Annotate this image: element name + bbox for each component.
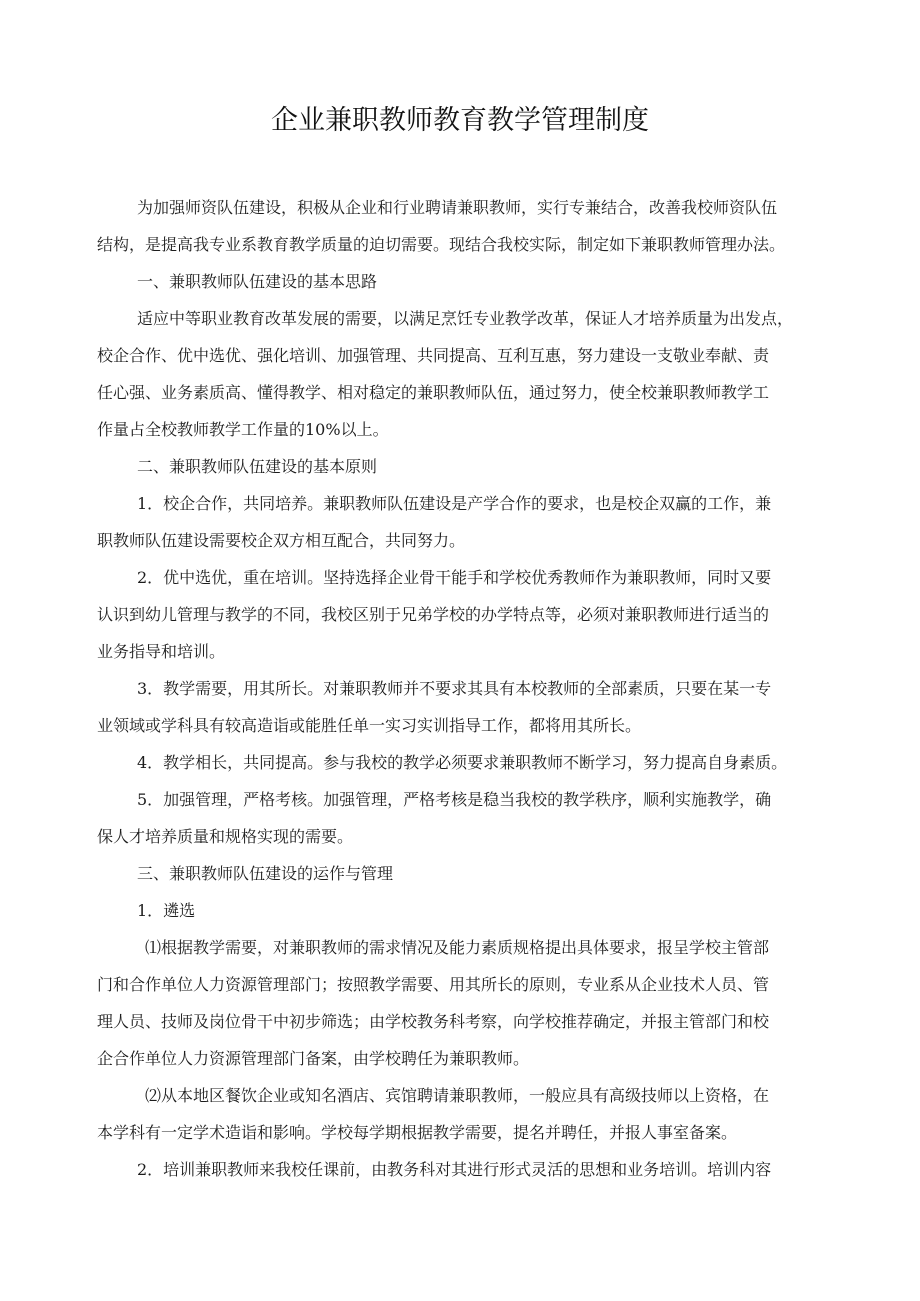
paragraph-line: 认识到幼儿管理与教学的不同，我校区别于兄弟学校的办学特点等，必须对兼职教师进行适当的 <box>97 605 770 624</box>
section-heading: 一、兼职教师队伍建设的基本思路 <box>137 272 378 291</box>
section-heading: 三、兼职教师队伍建设的运作与管理 <box>137 864 394 883</box>
paragraph-line: 作量占全校教师教学工作量的10%以上。 <box>97 420 389 439</box>
paragraph-line: 业领域或学科具有较高造诣或能胜任单一实习实训指导工作，都将用其所长。 <box>97 716 642 735</box>
paragraph-line: 保人才培养质量和规格实现的需要。 <box>97 827 354 846</box>
section-heading: 二、兼职教师队伍建设的基本原则 <box>137 457 378 476</box>
paragraph-line: 5．加强管理，严格考核。加强管理，严格考核是稳当我校的教学秩序，顺利实施教学，确 <box>137 790 772 809</box>
paragraph-line: 理人员、技师及岗位骨干中初步筛选；由学校教务科考察，向学校推荐确定，并报主管部门和校 <box>97 1012 770 1031</box>
paragraph-line: 企合作单位人力资源管理部门备案，由学校聘任为兼职教师。 <box>97 1049 530 1068</box>
subsection-heading: 1．遴选 <box>137 901 196 920</box>
paragraph-line: 2．优中选优，重在培训。坚持选择企业骨干能手和学校优秀教师作为兼职教师，同时又要 <box>137 568 772 587</box>
paragraph-line: ⑵从本地区餐饮企业或知名酒店、宾馆聘请兼职教师，一般应具有高级技师以上资格，在 <box>145 1086 770 1105</box>
paragraph-line: 1．校企合作，共同培养。兼职教师队伍建设是产学合作的要求，也是校企双赢的工作，兼 <box>137 494 772 513</box>
paragraph-line: 职教师队伍建设需要校企双方相互配合，共同努力。 <box>97 531 466 550</box>
paragraph-line: 4．教学相长，共同提高。参与我校的教学必须要求兼职教师不断学习，努力提高自身素质。 <box>137 753 788 772</box>
paragraph-line: 适应中等职业教育改革发展的需要，以满足烹饪专业教学改革，保证人才培养质量为出发点， <box>137 309 794 328</box>
paragraph-line: 业务指导和培训。 <box>97 642 226 661</box>
document-title: 企业兼职教师教育教学管理制度 <box>271 105 649 136</box>
paragraph-line: 任心强、业务素质高、懂得教学、相对稳定的兼职教师队伍，通过努力，使全校兼职教师教学工 <box>97 383 770 402</box>
paragraph-line: 结构，是提高我专业系教育教学质量的迫切需要。现结合我校实际，制定如下兼职教师管理办法。 <box>97 235 786 254</box>
paragraph-line: ⑴根据教学需要，对兼职教师的需求情况及能力素质规格提出具体要求，报呈学校主管部 <box>145 938 770 957</box>
paragraph-line: 3．教学需要，用其所长。对兼职教师并不要求其具有本校教师的全部素质，只要在某一专 <box>137 679 772 698</box>
paragraph-line: 校企合作、优中选优、强化培训、加强管理、共同提高、互利互惠，努力建设一支敬业奉献、责 <box>97 346 770 365</box>
paragraph-line: 2．培训兼职教师来我校任课前，由教务科对其进行形式灵活的思想和业务培训。培训内容 <box>137 1160 772 1179</box>
paragraph-line: 为加强师资队伍建设，积极从企业和行业聘请兼职教师，实行专兼结合，改善我校师资队伍 <box>137 198 778 217</box>
paragraph-line: 本学科有一定学术造诣和影响。学校每学期根据教学需要，提名并聘任，并报人事室备案。 <box>97 1123 738 1142</box>
paragraph-line: 门和合作单位人力资源管理部门；按照教学需要、用其所长的原则，专业系从企业技术人员、管 <box>97 975 770 994</box>
